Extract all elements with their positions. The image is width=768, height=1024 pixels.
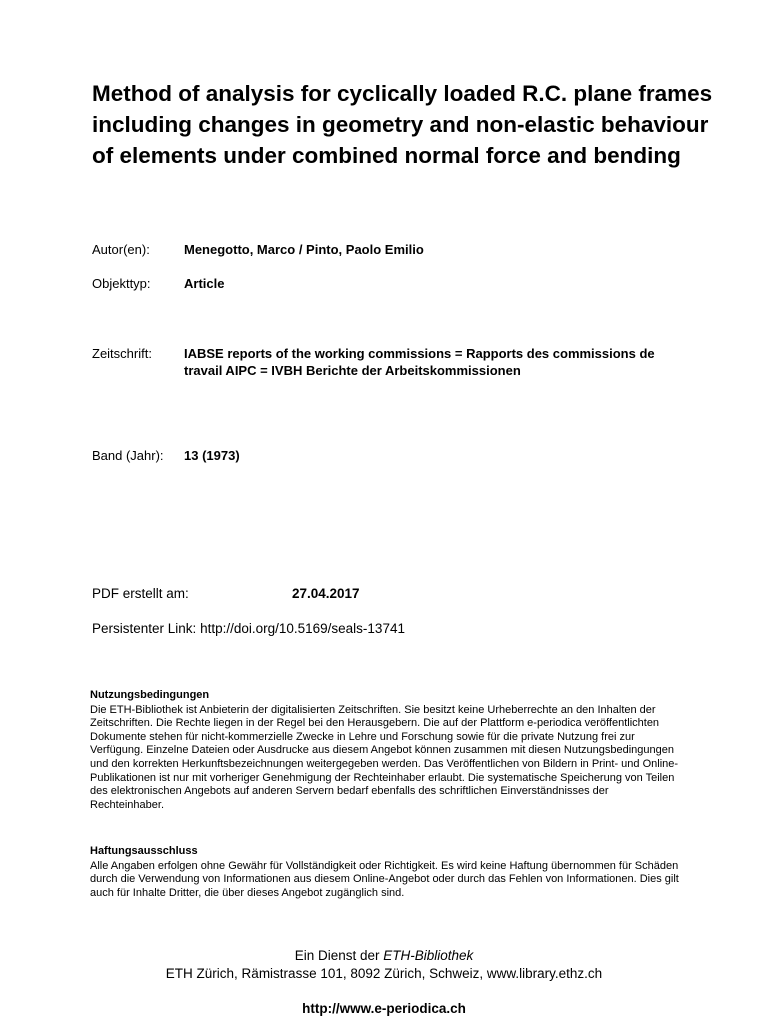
footer-service-prefix: Ein Dienst der [294, 948, 380, 963]
pdf-created-label: PDF erstellt am: [92, 586, 189, 601]
disclaimer-section [90, 845, 680, 900]
volume-value: 13 (1973) [184, 448, 240, 463]
footer-url-link[interactable]: http://www.e-periodica.ch [302, 1001, 466, 1016]
persistent-link-value[interactable]: http://doi.org/10.5169/seals-13741 [200, 621, 405, 636]
footer-address: ETH Zürich, Rämistrasse 101, 8092 Zürich, Schweiz, www.library.ethz.ch [165, 966, 603, 981]
author-label: Autor(en): [92, 242, 150, 257]
terms-of-use-text: Die ETH-Bibliothek ist Anbieterin der digitalisierten Zeitschriften. Sie besitzt keine Urheberrechte an den Inhalten der Zeitschriften. Die Rechte liegen in der Regel bei den Herausgebern. Die auf der Plattform e-periodica veröffentlichten Dokumente stehen für nicht-kommerzielle Zwecke in Lehre und Forschung sowie für die private Nutzung frei zur Verfügung. Einzelne Dateien oder Ausdrucke aus diesem Angebot können zusammen mit diesen Nutzungsbedingungen und den korrekten Herkunftsbezeichnungen weitergegeben werden. Das Veröffentlichen von Bildern in Print- und Online-Publikationen ist nur mit vorheriger Genehmigung der Rechteinhaber erlaubt. Die systematische Speicherung von Teilen des elektronischen Angebots auf anderen Servern bedarf ebenfalls des schriftlichen Einverständnisses der Rechteinhaber. [90, 703, 679, 811]
terms-of-use-heading: Nutzungsbedingungen [90, 689, 210, 701]
journal-value: IABSE reports of the working commissions = Rapports des commissions de travail AIPC = IVBH Berichte der Arbeitskommissionen [184, 346, 655, 378]
pdf-created-value: 27.04.2017 [292, 586, 360, 601]
disclaimer-heading: Haftungsausschluss [90, 845, 198, 857]
object-type-label: Objekttyp: [92, 276, 151, 291]
footer-service-name: ETH-Bibliothek [383, 948, 474, 963]
volume-label: Band (Jahr): [92, 448, 164, 463]
terms-of-use-section [90, 689, 680, 812]
disclaimer-text: Alle Angaben erfolgen ohne Gewähr für Vollständigkeit oder Richtigkeit. Es wird keine Haftung übernommen für Schäden durch die Verwendung von Informationen aus diesem Online-Angebot oder durch das Fehlen von Informationen. Dies gilt auch für Inhalte Dritter, die über dieses Angebot zugänglich sind. [90, 859, 679, 899]
document-title: Method of analysis for cyclically loaded R.C. plane frames including changes in geometry and non-elastic behaviour of elements under combined normal force and bending [92, 81, 713, 168]
persistent-link-row [92, 620, 405, 637]
persistent-link-label: Persistenter Link: [92, 621, 197, 636]
author-value: Menegotto, Marco / Pinto, Paolo Emilio [184, 242, 424, 257]
journal-label: Zeitschrift: [92, 346, 152, 361]
pdf-created-row [92, 585, 360, 602]
footer-service-line [0, 947, 768, 964]
object-type-value: Article [184, 276, 225, 291]
